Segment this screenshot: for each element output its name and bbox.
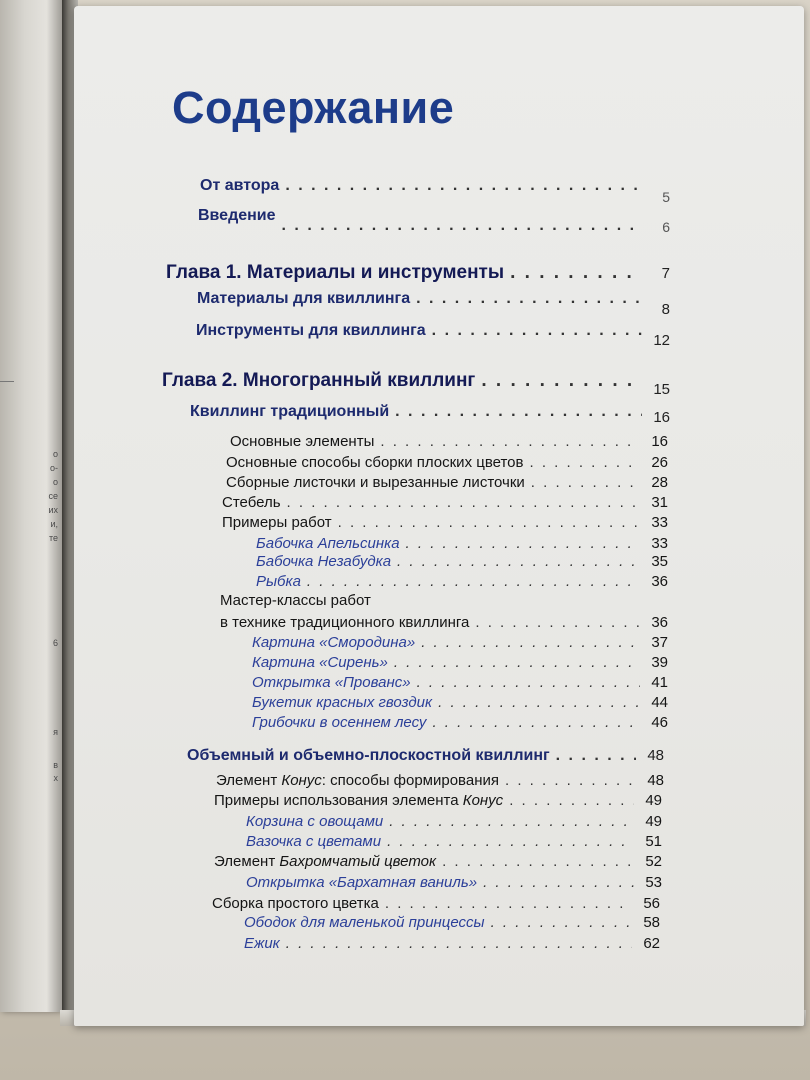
previous-page-text: о xyxy=(52,449,58,459)
toc-entry xyxy=(252,654,668,671)
toc-leader-dots xyxy=(285,177,642,195)
previous-page-text: 6 xyxy=(52,638,58,648)
toc-entry-label-emphasis: Конус xyxy=(281,772,322,789)
toc-entry-label: Открытка «Прованс» xyxy=(252,674,411,691)
previous-page-text: те xyxy=(48,533,58,543)
toc-entry-label: Картина «Смородина» xyxy=(252,634,416,651)
toc-page-number: 33 xyxy=(651,514,668,531)
toc-page-number: 46 xyxy=(651,714,668,731)
toc-page-number: 16 xyxy=(651,433,668,450)
toc-entry xyxy=(246,833,662,850)
toc-leader-dots xyxy=(397,553,640,570)
toc-leader-dots xyxy=(531,474,640,491)
toc-page-number: 37 xyxy=(651,634,668,651)
toc-entry-label: Примеры использования элемента xyxy=(214,792,463,809)
toc-page-number: 35 xyxy=(651,553,668,570)
toc-entry-label: Бабочка Апельсинка xyxy=(256,535,400,552)
toc-entry xyxy=(216,772,664,789)
toc-leader-dots xyxy=(406,535,640,552)
toc-leader-dots xyxy=(380,433,640,450)
toc-page-number: 44 xyxy=(651,694,668,711)
toc-entry xyxy=(222,514,668,531)
toc-leader-dots xyxy=(338,514,640,531)
previous-page-edge xyxy=(0,0,62,1012)
toc-entry-label: От автора xyxy=(200,177,280,194)
toc-page-number: 8 xyxy=(661,301,670,318)
toc-leader-dots xyxy=(432,322,642,340)
toc-entry xyxy=(220,614,668,631)
toc-page-number: 56 xyxy=(643,895,660,912)
toc-entry xyxy=(230,433,668,450)
toc-entry-label: Инструменты для квиллинга xyxy=(196,322,426,339)
previous-page-rule xyxy=(0,381,14,382)
toc-entry-label: Рыбка xyxy=(256,573,301,590)
toc-entry-label: Грибочки в осеннем лесу xyxy=(252,714,427,731)
toc-page-number: 16 xyxy=(653,409,670,426)
toc-entry-label: Сборные листочки и вырезанные листочки xyxy=(226,474,525,491)
toc-entry-label: Ободок для маленькой принцессы xyxy=(244,914,485,931)
toc-chapter-1 xyxy=(166,262,670,284)
toc-leader-dots xyxy=(509,792,634,809)
toc-leader-dots xyxy=(287,494,640,511)
toc-leader-dots xyxy=(387,833,634,850)
toc-page-number: 31 xyxy=(651,494,668,511)
previous-page-text: я xyxy=(53,727,58,737)
toc-leader-dots xyxy=(416,290,642,308)
toc-page-number: 41 xyxy=(651,674,668,691)
toc-entry-label: Открытка «Бархатная ваниль» xyxy=(246,874,478,891)
toc-entry-label: Бабочка Незабудка xyxy=(256,553,392,570)
toc-leader-dots xyxy=(394,654,640,671)
previous-page-text: о xyxy=(52,477,58,487)
toc-leader-dots xyxy=(505,772,636,789)
toc-leader-dots xyxy=(385,895,632,912)
toc-entry xyxy=(256,573,668,590)
toc-leader-dots xyxy=(442,853,634,870)
toc-leader-dots xyxy=(389,813,634,830)
toc-leader-dots xyxy=(483,874,634,891)
toc-entry-label: : способы формирования xyxy=(321,772,499,789)
toc-entry xyxy=(226,474,668,491)
toc-page-number: 7 xyxy=(661,265,670,282)
toc-entry xyxy=(246,813,662,830)
toc-leader-dots xyxy=(417,674,640,691)
toc-page-number: 53 xyxy=(645,874,662,891)
toc-entry-label: Материалы для квиллинга xyxy=(197,290,411,307)
previous-page-text: о- xyxy=(49,463,58,473)
toc-page-number: 52 xyxy=(645,853,662,870)
toc-leader-dots xyxy=(395,403,642,421)
toc-entry xyxy=(246,874,662,891)
toc-leader-dots xyxy=(556,747,636,765)
toc-page-number: 48 xyxy=(647,772,664,789)
toc-entry xyxy=(252,694,668,711)
toc-entry-from-author xyxy=(200,177,670,205)
toc-page-number: 49 xyxy=(645,792,662,809)
previous-page-text: се xyxy=(48,491,58,501)
toc-entry-label: Примеры работ xyxy=(222,514,332,531)
toc-entry xyxy=(244,935,660,952)
toc-entry-materials xyxy=(197,290,670,318)
page-title: Содержание xyxy=(172,82,455,133)
toc-leader-dots xyxy=(421,634,640,651)
toc-entry-introduction xyxy=(198,207,670,235)
toc-entry-label: Глава 2. Многогранный квиллинг xyxy=(162,370,476,391)
toc-page-number: 5 xyxy=(662,189,670,205)
toc-page-number: 36 xyxy=(651,573,668,590)
toc-leader-dots xyxy=(432,714,640,731)
toc-entry-label: Квиллинг традиционный xyxy=(190,403,390,420)
toc-page-number: 62 xyxy=(643,935,660,952)
toc-entry xyxy=(212,895,660,912)
previous-page-text: в xyxy=(53,760,58,770)
toc-leader-dots xyxy=(481,370,642,392)
toc-leader-dots xyxy=(286,935,632,952)
toc-entry xyxy=(252,634,668,651)
toc-entry-label: Элемент xyxy=(216,772,282,789)
toc-leader-dots xyxy=(491,914,632,931)
toc-entry-label: Вазочка с цветами xyxy=(246,833,382,850)
toc-page-number: 51 xyxy=(645,833,662,850)
toc-entry-label-emphasis: Конус xyxy=(462,792,504,809)
toc-chapter-2 xyxy=(162,370,670,398)
toc-page-number: 48 xyxy=(647,747,664,764)
toc-page-number: 6 xyxy=(662,219,670,235)
toc-entry-label: в технике традиционного квиллинга xyxy=(220,614,470,631)
toc-leader-dots xyxy=(529,454,640,471)
toc-leader-dots xyxy=(438,694,640,711)
previous-page-text: х xyxy=(53,773,58,783)
toc-entry-label: Основные элементы xyxy=(230,433,375,450)
toc-page-number: 12 xyxy=(653,332,670,349)
toc-section-traditional xyxy=(190,403,670,426)
toc-entry-label: Основные способы сборки плоских цветов xyxy=(226,454,524,471)
toc-entry-label: Ежик xyxy=(244,935,280,952)
toc-entry-label: Картина «Сирень» xyxy=(252,654,388,671)
toc-page-number: 58 xyxy=(643,914,660,931)
toc-page-number: 39 xyxy=(651,654,668,671)
toc-entry xyxy=(226,454,668,471)
toc-entry-label: Корзина с овощами xyxy=(246,813,384,830)
toc-section-volume xyxy=(187,747,664,765)
toc-entry-label: Сборка простого цветка xyxy=(212,895,379,912)
toc-entry xyxy=(244,914,660,931)
toc-entry xyxy=(214,853,662,870)
previous-page-text: и, xyxy=(50,519,58,529)
toc-entry-label-emphasis: Бахромчатый цветок xyxy=(279,853,437,870)
toc-page-number: 28 xyxy=(651,474,668,491)
toc-leader-dots xyxy=(475,614,640,631)
toc-page-number: 26 xyxy=(651,454,668,471)
toc-page-number: 15 xyxy=(653,381,670,398)
toc-leader-dots xyxy=(307,573,640,590)
toc-entry-label: Букетик красных гвоздик xyxy=(252,694,433,711)
toc-page-number: 36 xyxy=(651,614,668,631)
toc-entry xyxy=(252,674,668,691)
toc-entry xyxy=(256,553,668,570)
toc-entry-label: Объемный и объемно-плоскостной квиллинг xyxy=(187,747,550,764)
toc-entry xyxy=(252,714,668,731)
toc-page-number: 49 xyxy=(645,813,662,830)
toc-entry xyxy=(222,494,668,511)
toc-entry-label: Введение xyxy=(198,207,276,224)
toc-entry-label: Стебель xyxy=(222,494,281,511)
toc-entry-label-line1: Мастер-классы работ xyxy=(220,592,371,609)
toc-leader-dots xyxy=(282,217,642,235)
toc-entry-tools xyxy=(196,322,670,349)
toc-entry-label: Элемент xyxy=(214,853,280,870)
previous-page-text: их xyxy=(48,505,58,515)
toc-leader-dots xyxy=(510,262,642,284)
toc-entry-label: Глава 1. Материалы и инструменты xyxy=(166,262,505,283)
toc-entry xyxy=(214,792,662,809)
toc-page-number: 33 xyxy=(651,535,668,552)
toc-entry xyxy=(256,535,668,552)
